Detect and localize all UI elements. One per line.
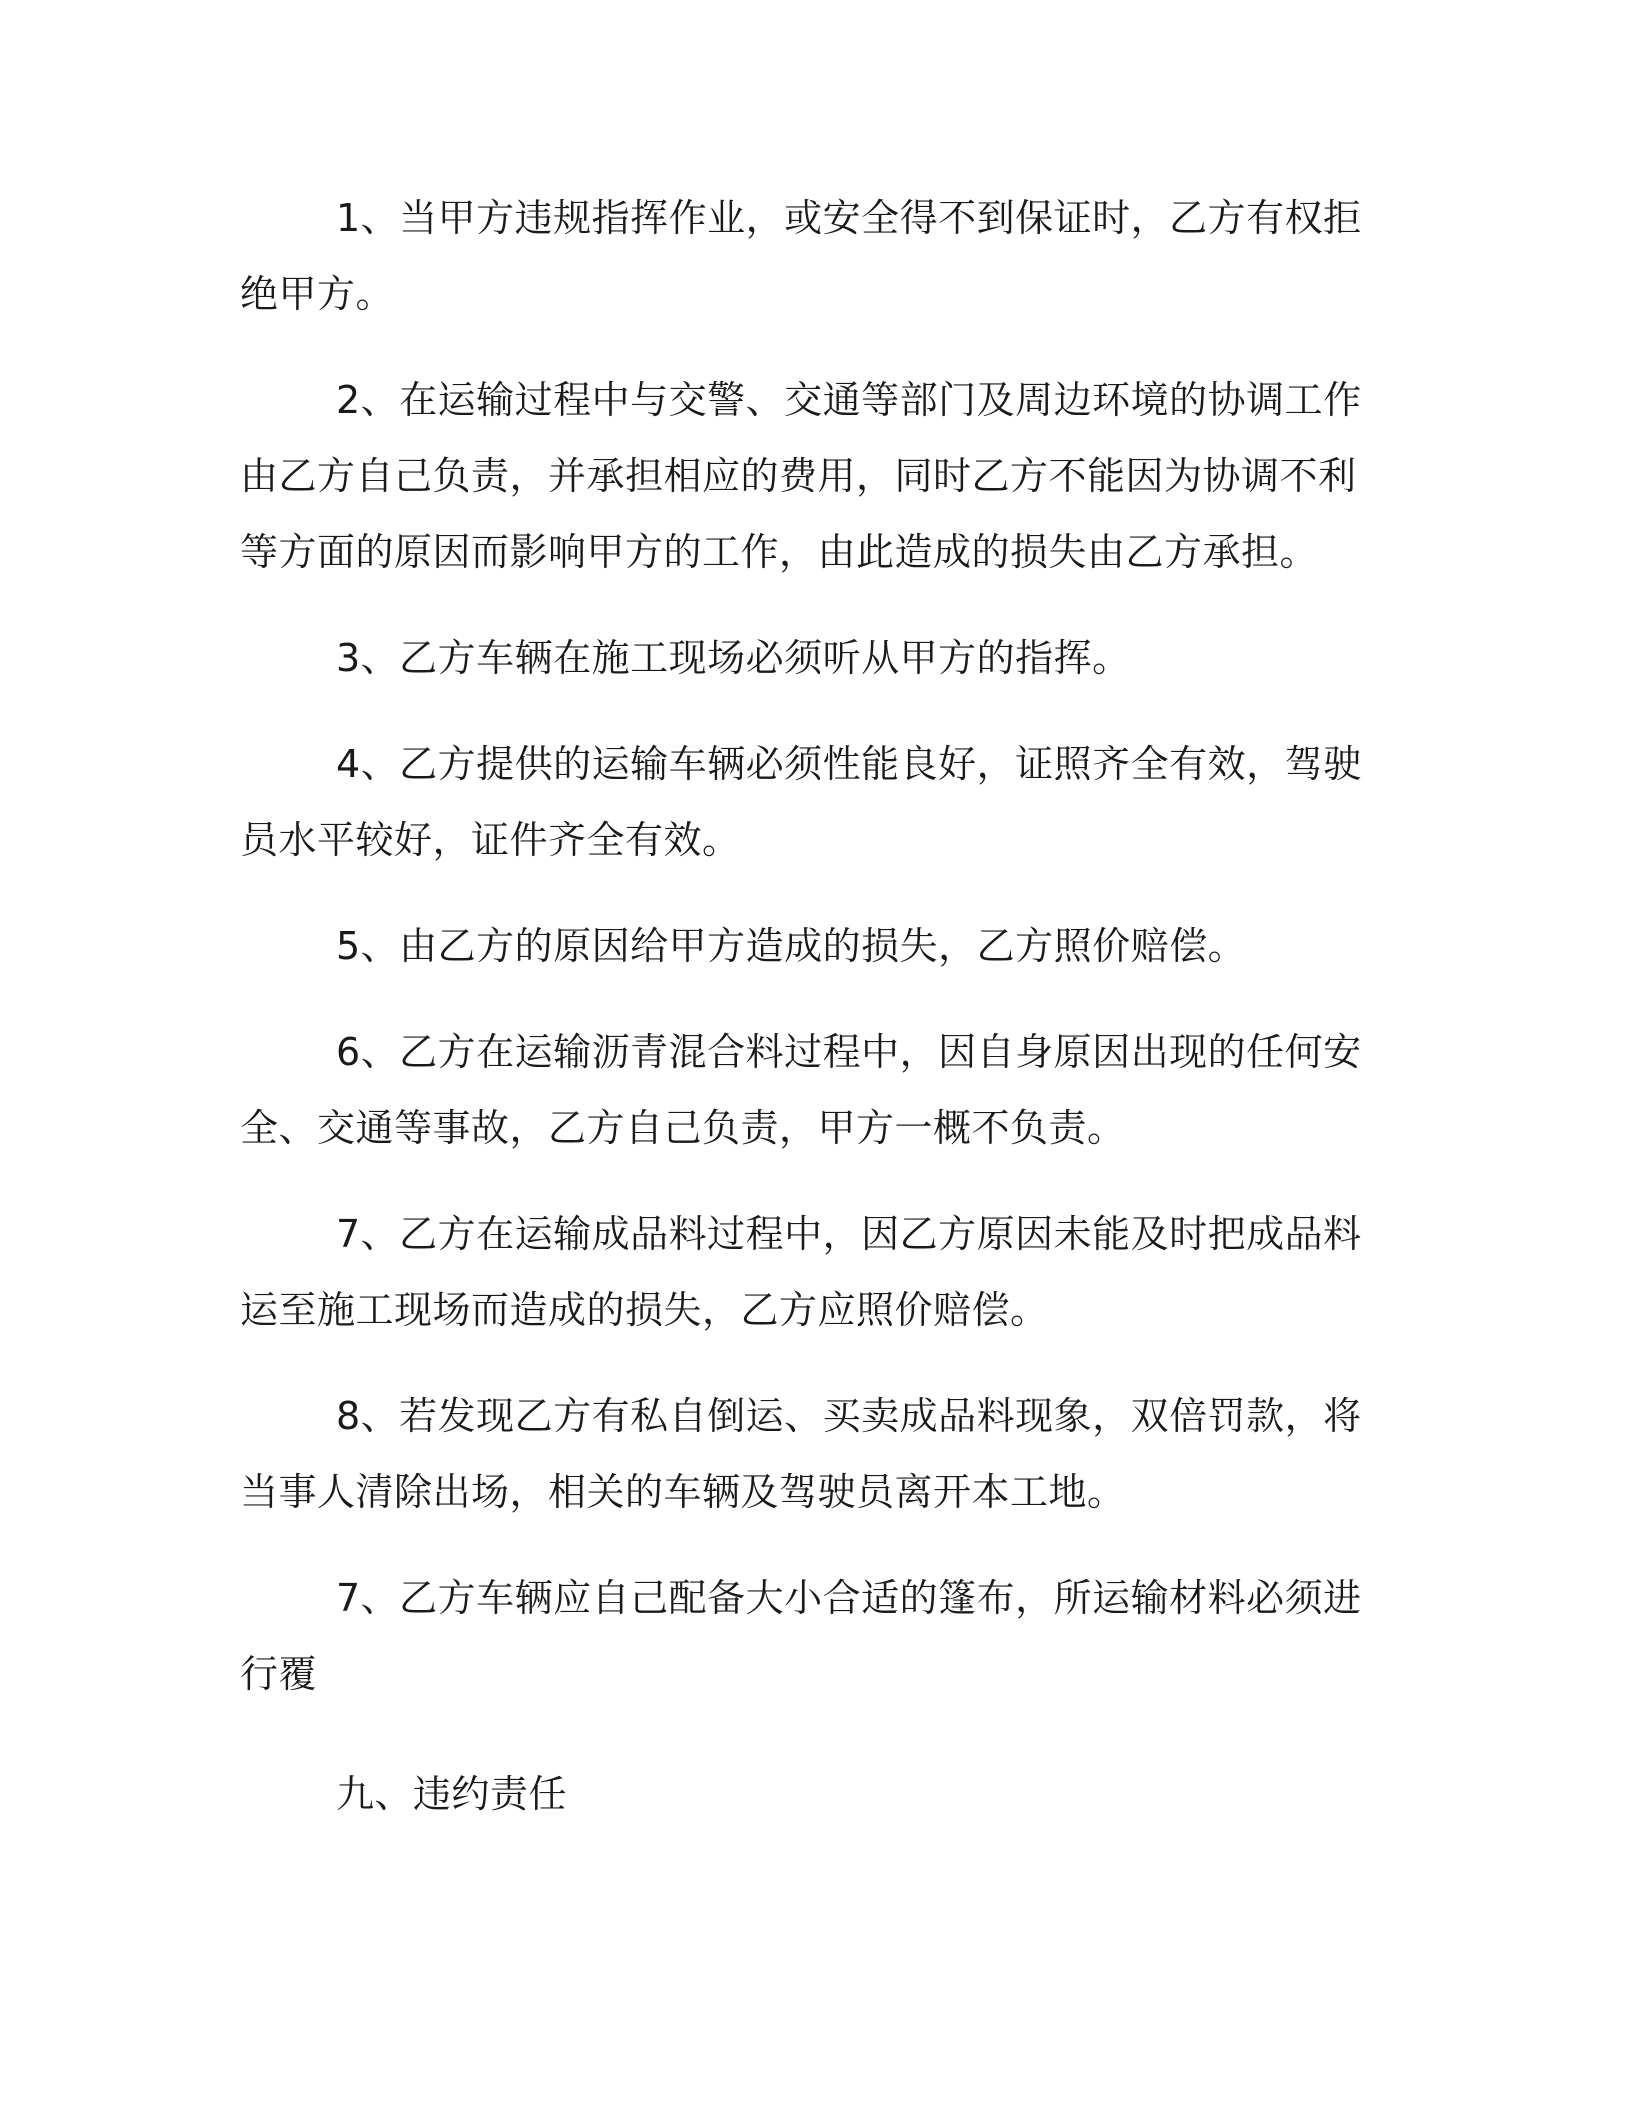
clause-4: 4、乙方提供的运输车辆必须性能良好，证照齐全有效，驾驶员水平较好，证件齐全有效。 xyxy=(240,742,1362,862)
clause-2: 2、在运输过程中与交警、交通等部门及周边环境的协调工作由乙方自己负责，并承担相应的费用，同时乙方不能因为协调不利等方面的原因而影响甲方的工作，由此造成的损失由乙方承担。 xyxy=(240,378,1362,574)
clause-7: 7、乙方在运输成品料过程中，因乙方原因未能及时把成品料运至施工现场而造成的损失，乙方应照价赔偿。 xyxy=(240,1212,1362,1332)
clause-6: 6、乙方在运输沥青混合料过程中，因自身原因出现的任何安全、交通等事故，乙方自己负责，甲方一概不负责。 xyxy=(240,1030,1362,1150)
clause-5: 5、由乙方的原因给甲方造成的损失，乙方照价赔偿。 xyxy=(336,924,1247,968)
clause-9: 7、乙方车辆应自己配备大小合适的篷布，所运输材料必须进行覆 xyxy=(240,1576,1362,1696)
clause-1: 1、当甲方违规指挥作业，或安全得不到保证时，乙方有权拒绝甲方。 xyxy=(240,196,1362,316)
document-page xyxy=(240,180,1380,1862)
section-heading: 九、违约责任 xyxy=(336,1772,568,1816)
clause-3: 3、乙方车辆在施工现场必须听从甲方的指挥。 xyxy=(336,636,1131,680)
clause-8: 8、若发现乙方有私自倒运、买卖成品料现象，双倍罚款，将当事人清除出场，相关的车辆及驾驶员离开本工地。 xyxy=(240,1394,1362,1514)
